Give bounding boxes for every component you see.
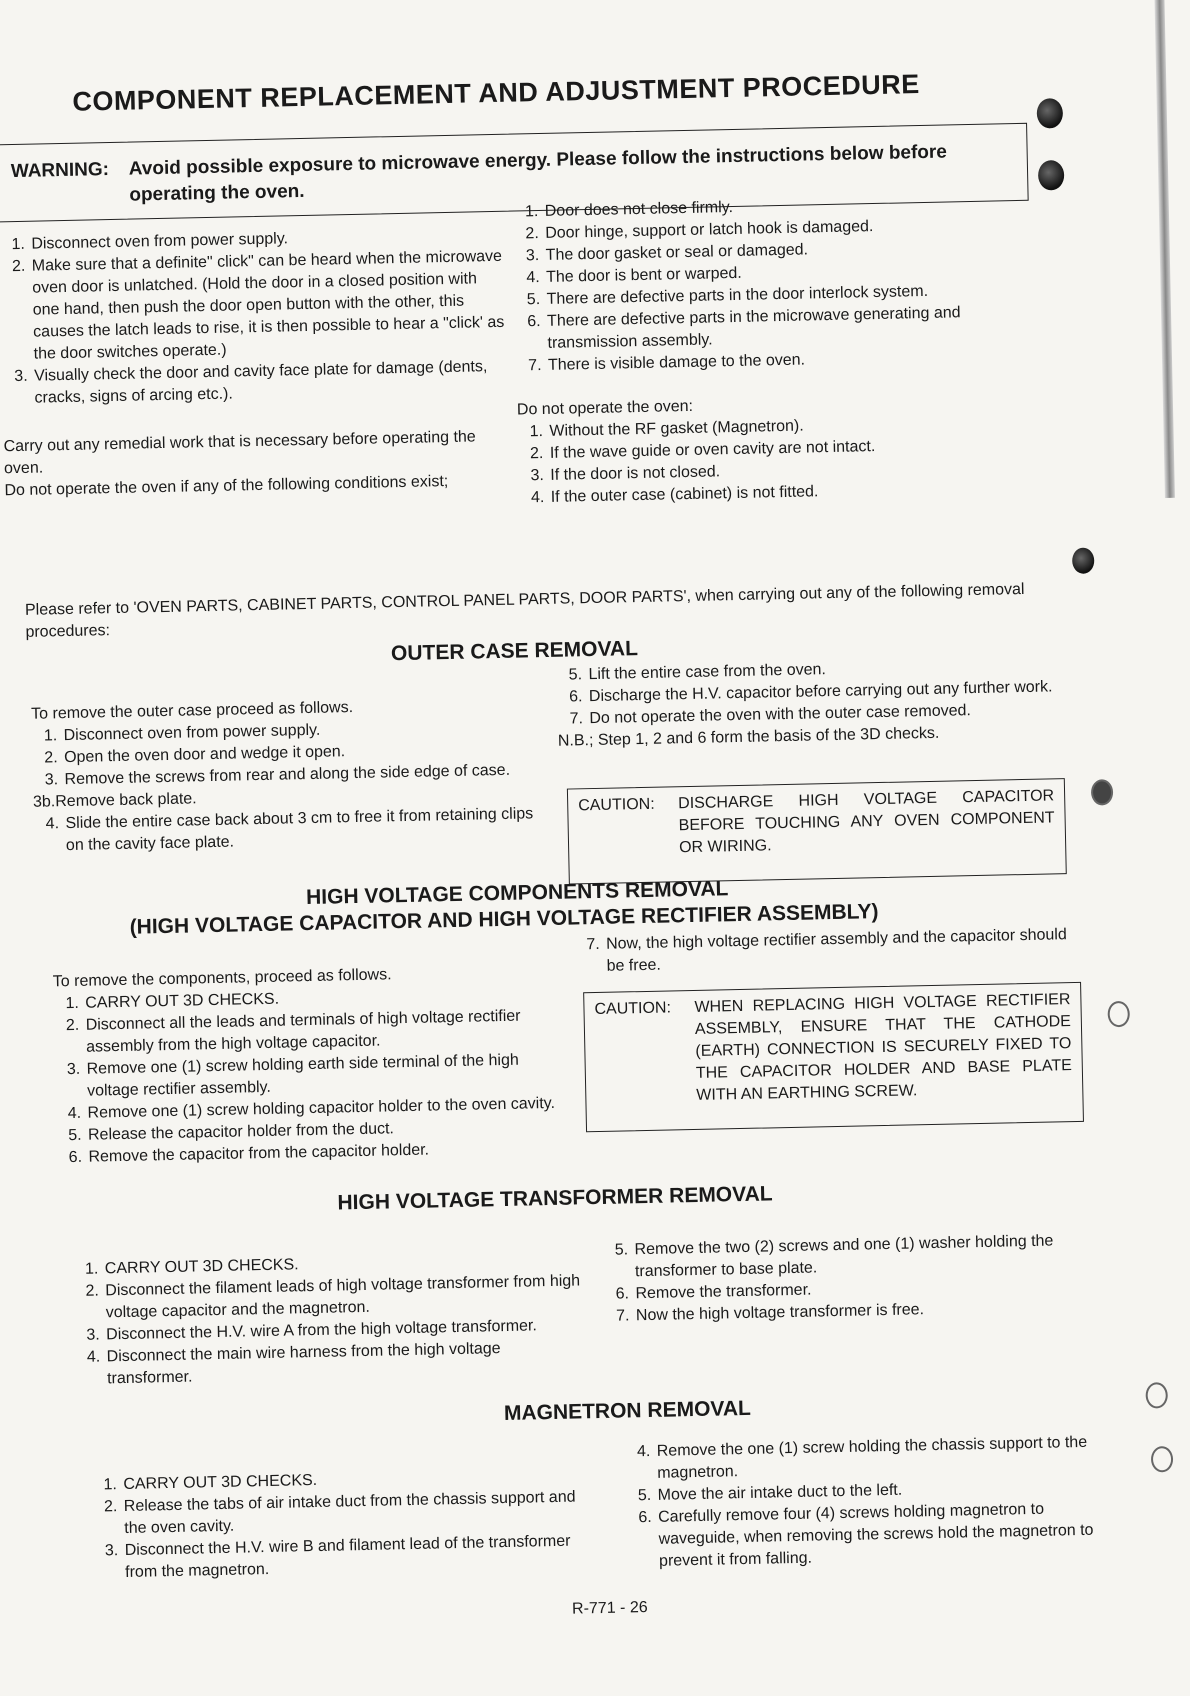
do-not-operate-list <box>517 411 1039 510</box>
list-item: 3. The door gasket or seal or damaged. <box>543 235 1033 267</box>
list-item: 4. Remove the one (1) screw holding the chassis support to the magnetron. <box>655 1431 1126 1485</box>
transformer-right <box>602 1229 1104 1327</box>
list-item: 5. Remove the two (2) screws and one (1) washer holding the transformer to base plate. <box>632 1229 1103 1283</box>
list-item: 6. Discharge the H.V. capacitor before carrying out any further work. <box>587 676 1077 708</box>
caution-box-discharge <box>567 778 1067 884</box>
list-item: 2. Open the oven door and wedge it open. <box>62 737 547 769</box>
hv-components-intro: To remove the components, proceed as follows. <box>52 966 392 991</box>
caution-text: DISCHARGE HIGH VOLTAGE CAPACITOR BEFORE TOUCHING ANY OVEN COMPONENT OR WIRING. <box>678 787 1055 857</box>
outer-case-steps-b <box>556 654 1077 731</box>
list-item: 6. There are defective parts in the microwave generating and transmission assembly. <box>545 301 1036 355</box>
list-item: 4. If the outer case (cabinet) is not fitted. <box>549 477 1039 509</box>
transformer-steps-b <box>602 1229 1104 1327</box>
list-item: 2. Release the tabs of air intake duct from the chassis support and the oven cavity. <box>122 1486 603 1540</box>
punch-hole-icon <box>1107 1001 1130 1027</box>
list-item: 1. CARRY OUT 3D CHECKS. <box>83 983 563 1015</box>
hv-components-step-7 <box>574 924 1080 979</box>
list-item: 4. Slide the entire case back about 3 cm to free it from retaining clips on the cavity face plate. <box>63 803 549 857</box>
caution-text: WHEN REPLACING HIGH VOLTAGE RECTIFIER ASSEMBLY, ENSURE THAT THE CATHODE (EARTH) CONNECTION IS SECURELY FIXED TO THE CAPACITOR HOLDER AND BASE PLATE WITH AN EARTHING SCREW. <box>694 991 1072 1104</box>
transformer-steps <box>73 1248 586 1391</box>
warning-label: WARNING: <box>10 159 110 183</box>
outer-case-left <box>31 693 549 858</box>
list-item: 3. Remove the screws from rear and along the side edge of case. <box>62 759 547 791</box>
transformer-left <box>73 1248 586 1391</box>
list-item: 5. Release the capacitor holder from the duct. <box>86 1115 566 1147</box>
list-item: 3. If the door is not closed. <box>548 455 1038 487</box>
magnetron-right <box>625 1431 1128 1573</box>
list-item: 2. Disconnect the filament leads of high voltage transformer from high voltage capacitor and the magnetron. <box>103 1270 584 1324</box>
list-item: 3. Disconnect the H.V. wire B and filament lead of the transformer from the magnetron. <box>123 1530 604 1584</box>
magnetron-steps <box>91 1464 603 1585</box>
caution-label: CAUTION: <box>594 999 672 1019</box>
list-item: 3. Visually check the door and cavity face plate for damage (dents, cracks, signs of arcing etc.). <box>32 356 508 410</box>
page-edge-shadow <box>1154 0 1174 498</box>
punch-hole-icon <box>1145 1382 1168 1408</box>
list-item: 1. Disconnect oven from power supply. <box>29 224 504 256</box>
list-item: 4. Disconnect the main wire harness from the high voltage transformer. <box>104 1336 585 1390</box>
punch-hole-icon <box>1151 1446 1174 1472</box>
list-item: 5. Lift the entire case from the oven. <box>586 654 1076 686</box>
list-item: 2. Disconnect all the leads and terminals of high voltage rectifier assembly from the high voltage capacitor. <box>84 1005 565 1059</box>
right-conditions <box>513 191 1039 510</box>
punch-hole-icon <box>1091 779 1114 805</box>
list-item: 6. Remove the capacitor from the capacitor holder. <box>86 1137 566 1169</box>
refer-text: Please refer to 'OVEN PARTS, CABINET PARTS, CONTROL PANEL PARTS, DOOR PARTS', when carrying out any of the following removal procedures: <box>24 580 1025 641</box>
outer-case-heading: OUTER CASE REMOVAL <box>390 637 639 666</box>
caution-label: CAUTION: <box>578 795 655 815</box>
list-item: 1. CARRY OUT 3D CHECKS. <box>103 1248 583 1280</box>
list-item: 1. Door does not close firmly. <box>543 191 1033 223</box>
hv-components-subheading: (HIGH VOLTAGE CAPACITOR AND HIGH VOLTAGE RECTIFIER ASSEMBLY) <box>129 900 879 939</box>
transformer-heading: HIGH VOLTAGE TRANSFORMER REMOVAL <box>337 1182 773 1215</box>
magnetron-heading: MAGNETRON REMOVAL <box>503 1396 752 1426</box>
list-item: 5. There are defective parts in the door interlock system. <box>544 279 1034 311</box>
outer-case-intro: To remove the outer case proceed as follows. <box>31 699 354 723</box>
list-item: 4. The door is bent or warped. <box>544 257 1034 289</box>
nb-text: N.B.; Step 1, 2 and 6 form the basis of the 3D checks. <box>557 724 940 750</box>
hv-components-heading: HIGH VOLTAGE COMPONENTS REMOVAL <box>305 877 729 910</box>
list-item: 7. Now the high voltage transformer is free. <box>634 1295 1104 1327</box>
page-number: R-771 - 26 <box>571 1599 648 1618</box>
page-title: COMPONENT REPLACEMENT AND ADJUSTMENT PROCEDURE <box>72 69 921 117</box>
do-not-operate-if-text: Do not operate the oven if any of the following conditions exist; <box>4 472 449 500</box>
do-not-operate-heading: Do not operate the oven: <box>516 397 694 419</box>
list-item: 1. Disconnect oven from power supply. <box>61 715 546 747</box>
hv-components-steps <box>53 983 567 1170</box>
list-item: 2. Door hinge, support or latch hook is damaged. <box>543 213 1033 245</box>
list-item: 7. Do not operate the oven with the outer case removed. <box>587 698 1077 730</box>
magnetron-left <box>91 1464 603 1585</box>
list-item: 6. Remove the transformer. <box>633 1273 1103 1305</box>
caution-box-rectifier <box>583 982 1084 1132</box>
outer-case-steps <box>31 715 547 792</box>
punch-hole-icon <box>1037 98 1064 129</box>
list-item: 3. Remove one (1) screw holding earth side terminal of the high voltage rectifier assembly. <box>84 1049 565 1103</box>
outer-case-right <box>556 654 1078 753</box>
conditions-list <box>513 191 1037 378</box>
punch-hole-icon <box>1038 160 1065 191</box>
punch-hole-icon <box>1072 547 1095 573</box>
list-item: 7. There is visible damage to the oven. <box>546 345 1036 377</box>
list-item: 2. If the wave guide or oven cavity are not intact. <box>548 433 1038 465</box>
hv-components-right <box>574 924 1080 979</box>
list-item: 7. Now, the high voltage rectifier assembly and the capacitor should be free. <box>604 924 1080 978</box>
outer-case-step-4 <box>33 803 549 858</box>
list-item: 5. Move the air intake duct to the left. <box>655 1475 1125 1507</box>
hv-components-left <box>53 961 567 1170</box>
list-item: 6. Carefully remove four (4) screws holding magnetron to waveguide, when removing the screws hold the magnetron to prevent it from falling. <box>656 1497 1127 1573</box>
list-item: 2. Make sure that a definite" click" can be heard when the microwave oven door is unlatched. (Hold the door in a closed position with one hand, then push the door open button with the other, this causes the latch leads to rise, it is then possible to hear a "click' as the door switches operate.) <box>30 246 507 366</box>
left-checks <box>0 224 510 503</box>
magnetron-steps-b <box>625 1431 1128 1573</box>
check-list <box>0 224 508 411</box>
carry-out-text: Carry out any remedial work that is necessary before operating the oven. <box>3 428 476 478</box>
list-item: 3. Disconnect the H.V. wire A from the high voltage transformer. <box>104 1314 584 1346</box>
list-item: 1. Without the RF gasket (Magnetron). <box>547 411 1037 443</box>
step-3b: 3b.Remove back plate. <box>32 790 197 811</box>
list-item: 4. Remove one (1) screw holding capacitor holder to the oven cavity. <box>85 1093 565 1125</box>
warning-text: Avoid possible exposure to microwave energy. Please follow the instructions below before operating the oven. <box>128 141 948 206</box>
list-item: 1. CARRY OUT 3D CHECKS. <box>121 1464 601 1496</box>
